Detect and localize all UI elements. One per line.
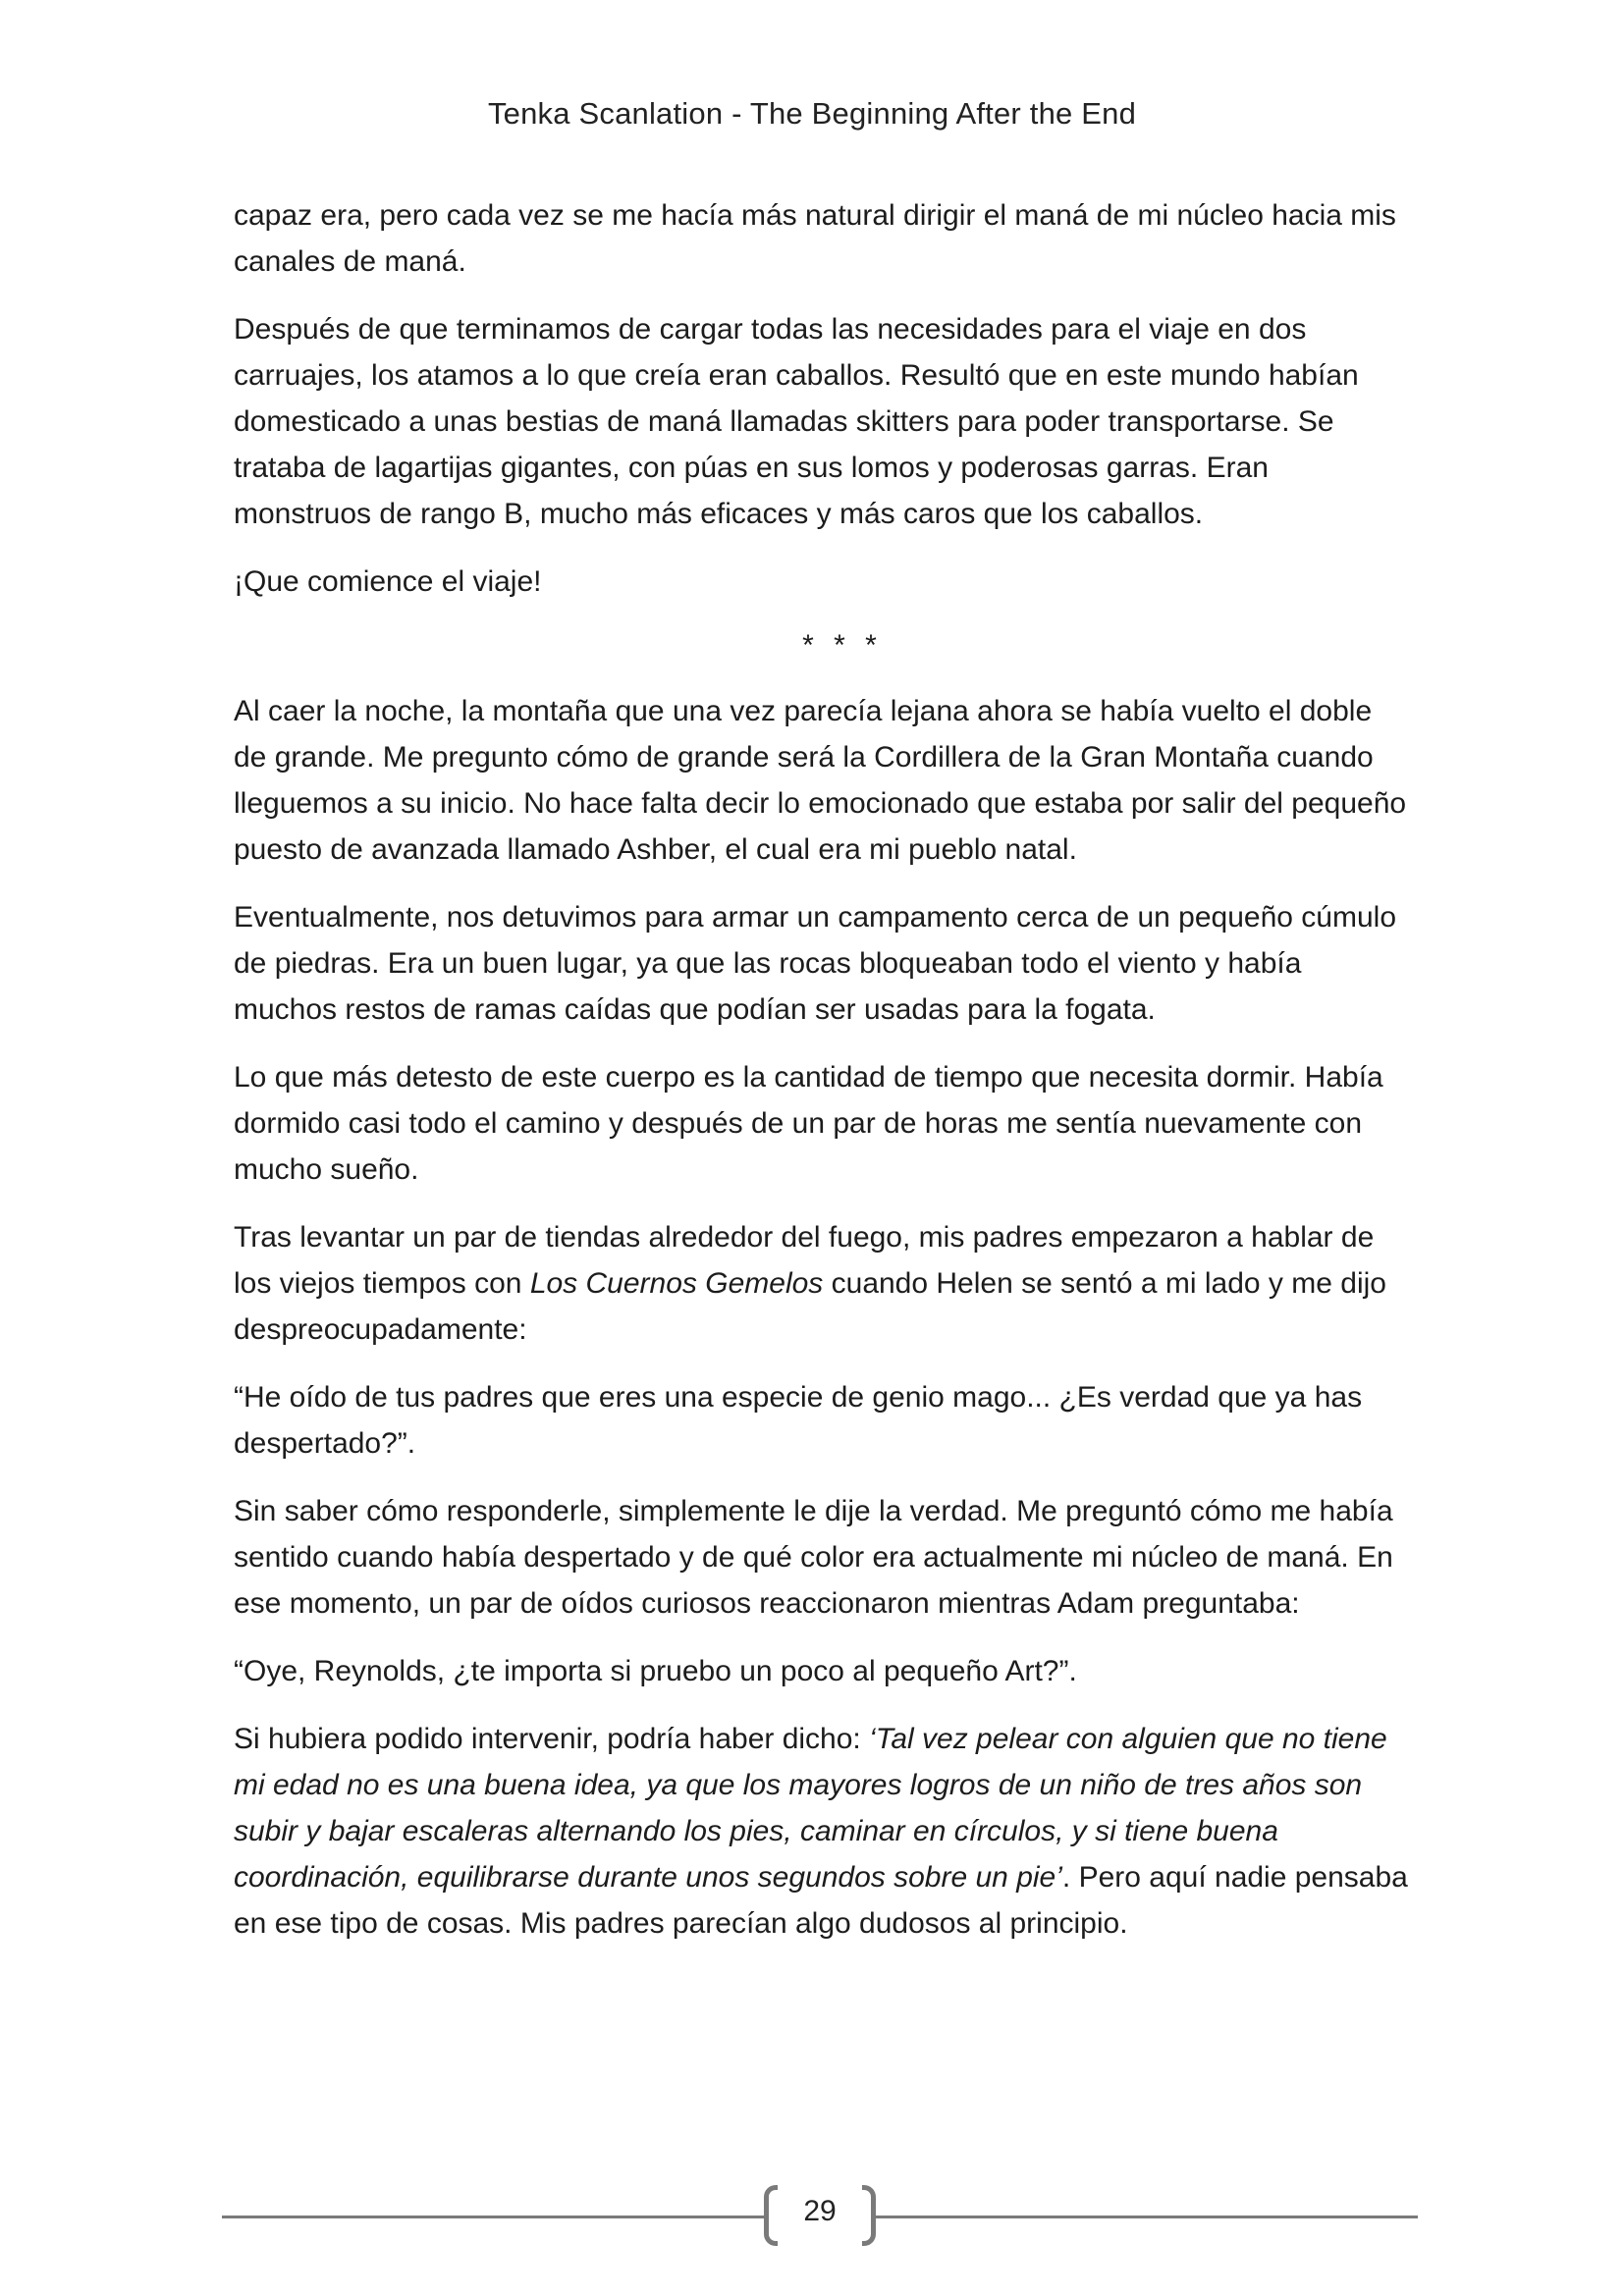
paragraph: Al caer la noche, la montaña que una vez parecía lejana ahora se había vuelto el doble de grande. Me pregunto cómo de grande será la Cordillera de la Gran Montaña cuando lleguemos a su inicio. No hace falta decir lo emocionado que estaba por salir del pequeño puesto de avanzada llamado Ashber, el cual era mi pueblo natal. [234, 695, 1407, 866]
page-number: 29 [803, 2195, 837, 2227]
page-footer [222, 2185, 1418, 2248]
paragraph: ¡Que comience el viaje! [234, 565, 542, 598]
paragraph-text: Si hubiera podido intervenir, podría haber dicho: [234, 1723, 870, 1755]
footer-rule-right [876, 2216, 1418, 2218]
paragraph: Sin saber cómo responderle, simplemente le dije la verdad. Me preguntó cómo me había sentido cuando había despertado y de qué color era actualmente mi núcleo de maná. En ese momento, un par de oídos curiosos reaccionaron mientras Adam preguntaba: [234, 1495, 1393, 1620]
paragraph [234, 1214, 1412, 1353]
dialogue-paragraph: “He oído de tus padres que eres una especie de genio mago... ¿Es verdad que ya has despertado?”. [234, 1381, 1363, 1460]
close-bracket-icon [862, 2185, 876, 2246]
paragraph: Eventualmente, nos detuvimos para armar un campamento cerca de un pequeño cúmulo de piedras. Era un buen lugar, ya que las rocas bloqueaban todo el viento y había muchos restos de ramas caídas que podían ser usadas para la fogata. [234, 901, 1397, 1026]
paragraph: Lo que más detesto de este cuerpo es la cantidad de tiempo que necesita dormir. Había dormido casi todo el camino y después de un par de horas me sentía nuevamente con mucho sueño. [234, 1061, 1383, 1186]
running-header: Tenka Scanlation - The Beginning After the End [487, 96, 1137, 131]
dialogue-paragraph: “Oye, Reynolds, ¿te importa si pruebo un poco al pequeño Art?”. [234, 1655, 1077, 1687]
paragraph: capaz era, pero cada vez se me hacía más natural dirigir el maná de mi núcleo hacia mis canales de maná. [234, 199, 1396, 278]
italic-thought: ‘Tal vez pelear con alguien que no tiene mi edad no es una buena idea, ya que los mayores logros de un niño de tres años son subir y bajar escaleras alternando los pies, caminar en círculos, y si tiene buena coordinación, equilibrarse durante unos segundos sobre un pie’ [234, 1723, 1387, 1894]
paragraph-text: cuando Helen se sentó a mi lado y me dijo despreocupadamente: [234, 1267, 1386, 1346]
footer-rule-left [222, 2216, 764, 2218]
paragraph-text: . Pero aquí nadie pensaba en ese tipo de cosas. Mis padres parecían algo dudosos al principio. [234, 1861, 1408, 1940]
paragraph: Después de que terminamos de cargar todas las necesidades para el viaje en dos carruajes, los atamos a lo que creía eran caballos. Resultó que en este mundo habían domesticado a unas bestias de maná llamadas skitters para poder transportarse. Se trataba de lagartijas gigantes, con púas en sus lomos y poderosas garras. Eran monstruos de rango B, mucho más eficaces y más caros que los caballos. [234, 313, 1359, 530]
page-body [234, 192, 1412, 1968]
scene-separator: * * * [802, 629, 883, 662]
paragraph-text: Tras levantar un par de tiendas alrededor del fuego, mis padres empezaron a hablar de los viejos tiempos con [234, 1221, 1375, 1300]
paragraph [234, 1716, 1412, 1947]
italic-title: Los Cuernos Gemelos [529, 1267, 824, 1300]
open-bracket-icon [764, 2185, 778, 2246]
